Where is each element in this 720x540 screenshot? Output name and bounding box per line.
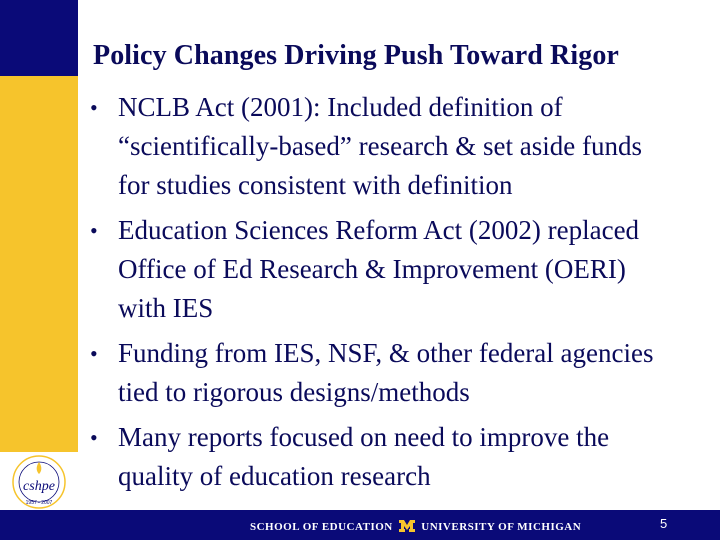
bullet-text: Funding from IES, NSF, & other federal agencies tied to rigorous designs/methods bbox=[118, 338, 654, 407]
block-m-icon bbox=[398, 519, 416, 533]
footer-left-text: SCHOOL OF EDUCATION bbox=[250, 521, 393, 533]
bullet-item bbox=[86, 334, 676, 412]
logo-name: cshpe bbox=[23, 479, 55, 494]
bullet-item bbox=[86, 211, 676, 328]
bullet-text: NCLB Act (2001): Included definition of “scientifically-based” research & set aside funds for studies consistent with definition bbox=[118, 92, 643, 200]
page-number: 5 bbox=[660, 516, 668, 531]
sidebar-gold-stripe bbox=[0, 76, 78, 452]
bullet-text: Many reports focused on need to improve the quality of education research bbox=[118, 422, 610, 491]
bullet-dot: • bbox=[90, 95, 98, 120]
cshpe-logo bbox=[0, 452, 78, 510]
slide-title: Policy Changes Driving Push Toward Rigor bbox=[93, 40, 619, 71]
bullet-dot: • bbox=[90, 218, 98, 243]
cshpe-seal-icon bbox=[2, 454, 76, 510]
bullet-dot: • bbox=[90, 425, 98, 450]
logo-years: 1957 - 2007 bbox=[25, 500, 53, 506]
bullet-dot: • bbox=[90, 341, 98, 366]
bullet-text: Education Sciences Reform Act (2002) replaced Office of Ed Research & Improvement (OERI) with IES bbox=[118, 215, 640, 323]
bullet-item bbox=[86, 88, 676, 205]
sidebar-blue-block bbox=[0, 0, 78, 76]
footer-branding bbox=[250, 519, 581, 533]
footer-right-text: UNIVERSITY OF MICHIGAN bbox=[421, 521, 582, 533]
flame-icon bbox=[37, 462, 42, 474]
bullet-list bbox=[86, 88, 676, 502]
footer-bar bbox=[0, 510, 720, 540]
bullet-item bbox=[86, 418, 676, 496]
